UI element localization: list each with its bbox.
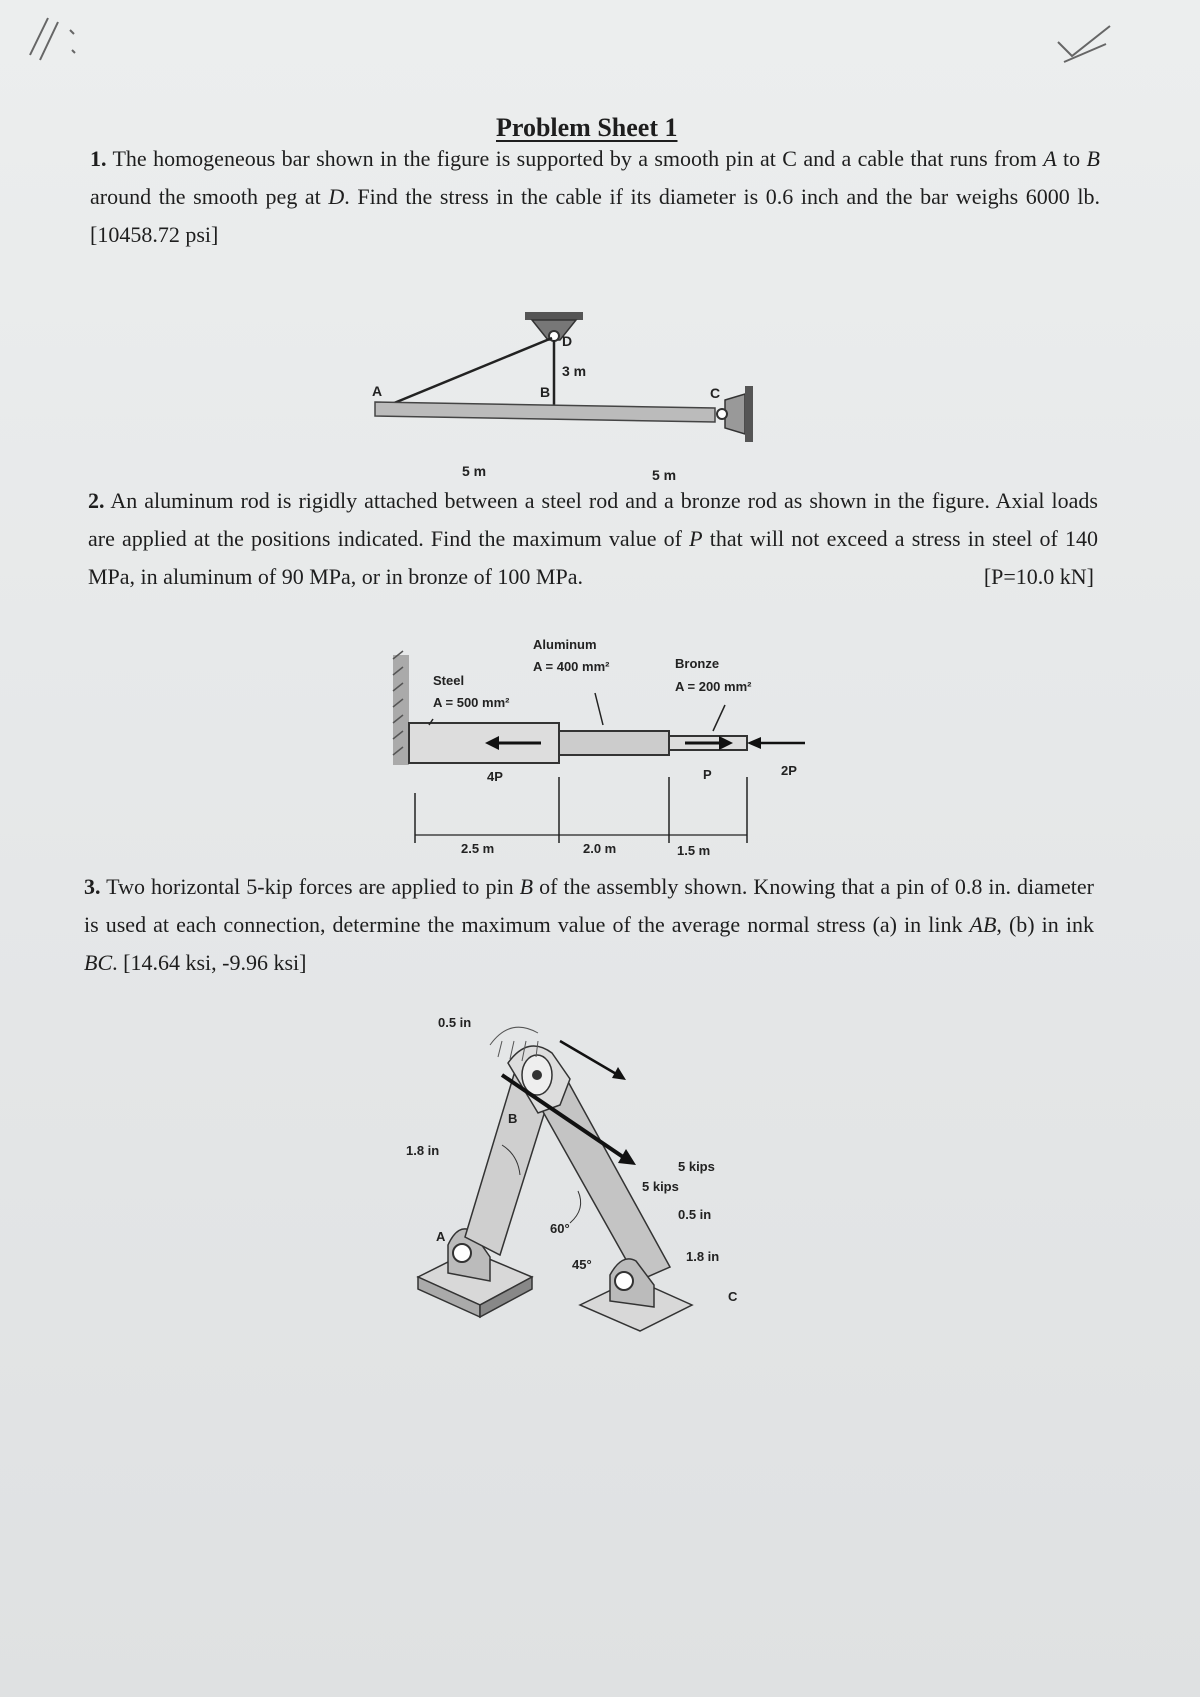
problem-number: 2.: [88, 488, 105, 513]
dim-aluminum: 2.0 m: [583, 841, 617, 856]
load-4p: 4P: [487, 769, 503, 784]
steel-label: Steel: [433, 673, 465, 688]
label-b: B: [508, 1111, 518, 1126]
dim-steel: 2.5 m: [461, 841, 495, 856]
problem-2-text: 2. An aluminum rod is rigidly attached between a steel rod and a bronze rod as shown in the figure. Axial loads are applied at the positions indicated. Find the maximum value of P that will not exceed a stress in steel of 140 MPa, in aluminum of 90 MPa, or in bronze of 100 MPa. [P=10.0 kN]: [88, 482, 1098, 596]
angle-45: 45°: [572, 1257, 592, 1272]
problem-number: 1.: [90, 146, 107, 171]
dim-bronze: 1.5 m: [677, 843, 711, 858]
dim-left: 5 m: [462, 463, 487, 479]
figure-1-bar-cable: [370, 300, 810, 490]
problem-3-answer: [14.64 ksi, -9.96 ksi]: [123, 950, 307, 975]
label-b: B: [540, 384, 551, 400]
dim-left-width: 1.8 in: [406, 1143, 440, 1158]
aluminum-area: A = 400 mm²: [533, 659, 610, 674]
problem-2-answer: [P=10.0 kN]: [983, 564, 1094, 589]
label-c: C: [710, 385, 721, 401]
load-p: P: [703, 767, 712, 782]
dim-right: 5 m: [652, 467, 677, 483]
label-a: A: [436, 1229, 446, 1244]
page-title: Problem Sheet 1: [496, 113, 678, 142]
problem-number: 3.: [84, 874, 101, 899]
angle-60: 60°: [550, 1221, 570, 1236]
force-top: 5 kips: [678, 1159, 715, 1174]
label-c: C: [728, 1289, 738, 1304]
figure-2-axial-rods: [385, 635, 825, 860]
dim-height: 3 m: [562, 363, 587, 379]
problem-1-answer: [10458.72 psi]: [90, 222, 219, 247]
handwritten-mark-icon: [10, 10, 110, 70]
bronze-label: Bronze: [675, 656, 720, 671]
figure-3-link-assembly: [406, 1005, 780, 1335]
bronze-area: A = 200 mm²: [675, 679, 752, 694]
dim-thickness: 0.5 in: [678, 1207, 712, 1222]
label-d: D: [562, 333, 573, 349]
load-2p: 2P: [781, 763, 797, 778]
steel-area: A = 500 mm²: [433, 695, 510, 710]
force-bottom: 5 kips: [642, 1179, 679, 1194]
dim-top-width: 0.5 in: [438, 1015, 472, 1030]
problem-1-text: 1. The homogeneous bar shown in the figure is supported by a smooth pin at C and a cable that runs from A to B around the smooth peg at D. Find the stress in the cable if its diameter is 0.6 inch and the bar weighs 6000 lb. [10458.72 psi]: [90, 146, 1100, 247]
label-a: A: [372, 383, 383, 399]
problem-3-text: 3. Two horizontal 5-kip forces are applied to pin B of the assembly shown. Knowing that a pin of 0.8 in. diameter is used at each connection, determine the maximum value of the average normal stress (a) in link AB, (b) in ink BC. [14.64 ksi, -9.96 ksi]: [84, 874, 1095, 975]
dim-right-width: 1.8 in: [686, 1249, 720, 1264]
aluminum-label: Aluminum: [533, 637, 597, 652]
checkmark-icon: [1050, 18, 1120, 68]
